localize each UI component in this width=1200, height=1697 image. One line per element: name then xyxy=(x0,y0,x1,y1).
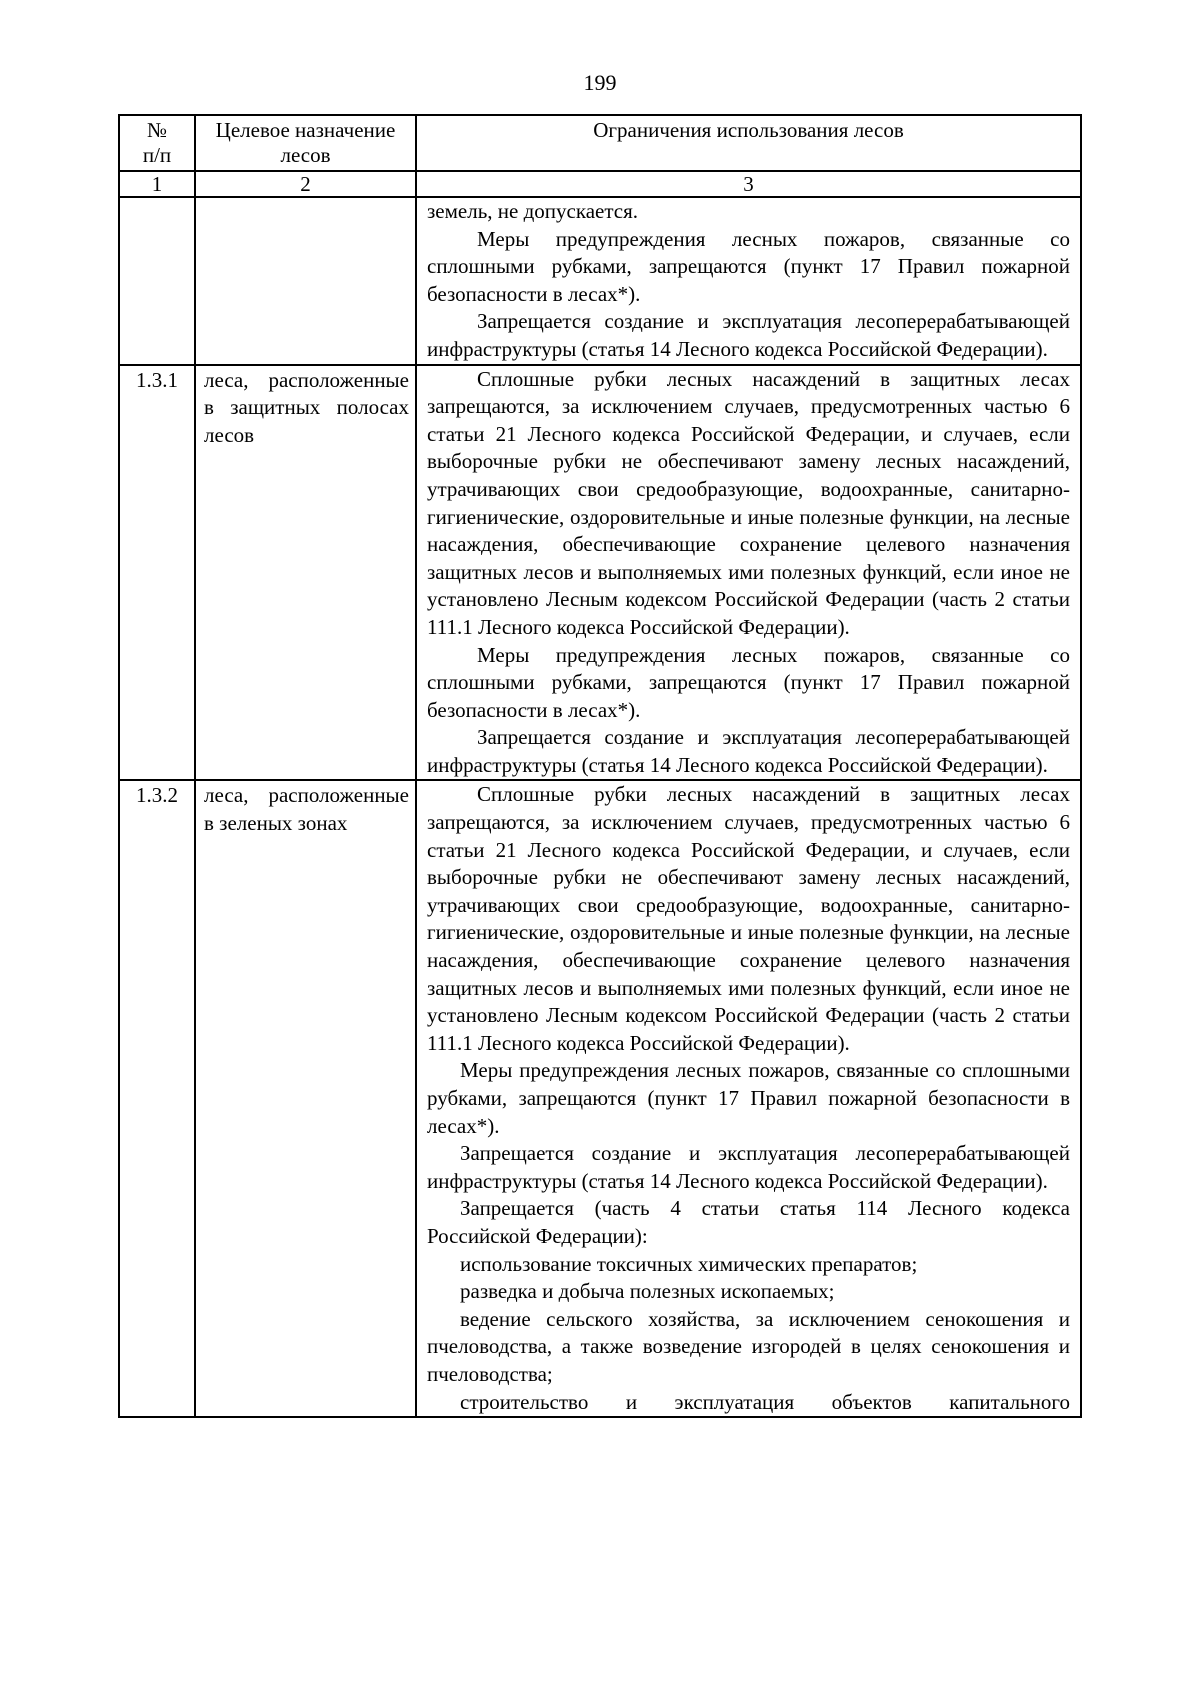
restriction-paragraph: Меры предупреждения лесных пожаров, связанные со сплошными рубками, запрещаются (пункт 17 Правил пожарной безопасности в лесах*). xyxy=(427,642,1070,722)
restriction-paragraph: использование токсичных химических препаратов; xyxy=(460,1251,918,1276)
forest-restrictions-table xyxy=(118,114,1082,1418)
row-restrictions xyxy=(416,197,1081,365)
restriction-paragraph: Сплошные рубки лесных насаждений в защитных лесах запрещаются, за исключением случаев, предусмотренных частью 6 статьи 21 Лесного кодекса Российской Федерации, и случаев, если выборочные рубки не обеспечивают замену лесных насаждений, утрачивающих свои средообразующие, водоохранные, санитарно-гигиенические, оздоровительные и иные полезные функции, на лесные насаждения, обеспечивающие сохранение целевого назначения защитных лесов и выполняемых ими полезных функций, если иное не установлено Лесным кодексом Российской Федерации (часть 2 статьи 111.1 Лесного кодекса Российской Федерации). xyxy=(427,366,1070,639)
row-purpose xyxy=(195,197,416,365)
restriction-paragraph: Меры предупреждения лесных пожаров, связанные со сплошными рубками, запрещаются (пункт 17 Правил пожарной безопасности в лесах*). xyxy=(427,226,1070,306)
row-purpose: леса, расположенные в зеленых зонах xyxy=(195,780,416,1417)
column-number-1: 1 xyxy=(119,171,195,197)
restriction-paragraph: строительство и эксплуатация объектов капитального xyxy=(460,1389,1070,1414)
restriction-paragraph: Запрещается создание и эксплуатация лесоперерабатывающей инфраструктуры (статья 14 Лесного кодекса Российской Федерации). xyxy=(427,1141,1070,1193)
table-row xyxy=(119,197,1081,365)
header-number: № п/п xyxy=(119,115,195,171)
row-purpose: леса, расположенные в защитных полосах лесов xyxy=(195,365,416,781)
restriction-paragraph: Запрещается создание и эксплуатация лесоперерабатывающей инфраструктуры (статья 14 Лесного кодекса Российской Федерации). xyxy=(427,725,1070,777)
table-row xyxy=(119,365,1081,781)
header-restrictions: Ограничения использования лесов xyxy=(416,115,1081,171)
row-number: 1.3.1 xyxy=(119,365,195,781)
restriction-paragraph: Запрещается (часть 4 статьи статья 114 Лесного кодекса Российской Федерации): xyxy=(427,1196,1070,1248)
row-restrictions xyxy=(416,365,1081,781)
column-number-row xyxy=(119,171,1081,197)
restriction-paragraph: Меры предупреждения лесных пожаров, связанные со сплошными рубками, запрещаются (пункт 17 Правил пожарной безопасности в лесах*). xyxy=(427,1058,1070,1138)
restriction-paragraph: ведение сельского хозяйства, за исключением сенокошения и пчеловодства, а также возведение изгородей в целях сенокошения и пчеловодства; xyxy=(427,1306,1070,1386)
table-header-row xyxy=(119,115,1081,171)
restriction-paragraph: Запрещается создание и эксплуатация лесоперерабатывающей инфраструктуры (статья 14 Лесного кодекса Российской Федерации). xyxy=(427,309,1070,361)
page-number: 199 xyxy=(583,70,617,95)
row-number xyxy=(119,197,195,365)
row-restrictions xyxy=(416,780,1081,1417)
row-number: 1.3.2 xyxy=(119,780,195,1417)
column-number-3: 3 xyxy=(416,171,1081,197)
header-purpose: Целевое назначение лесов xyxy=(195,115,416,171)
restriction-paragraph: разведка и добыча полезных ископаемых; xyxy=(460,1279,835,1304)
column-number-2: 2 xyxy=(195,171,416,197)
restriction-paragraph: земель, не допускается. xyxy=(427,199,639,223)
table-row xyxy=(119,780,1081,1417)
restriction-paragraph: Сплошные рубки лесных насаждений в защитных лесах запрещаются, за исключением случаев, предусмотренных частью 6 статьи 21 Лесного кодекса Российской Федерации, и случаев, если выборочные рубки не обеспечивают замену лесных насаждений, утрачивающих свои средообразующие, водоохранные, санитарно-гигиенические, оздоровительные и иные полезные функции, на лесные насаждения, обеспечивающие сохранение целевого назначения защитных лесов и выполняемых ими полезных функций, если иное не установлено Лесным кодексом Российской Федерации (часть 2 статьи 111.1 Лесного кодекса Российской Федерации). xyxy=(427,782,1070,1055)
